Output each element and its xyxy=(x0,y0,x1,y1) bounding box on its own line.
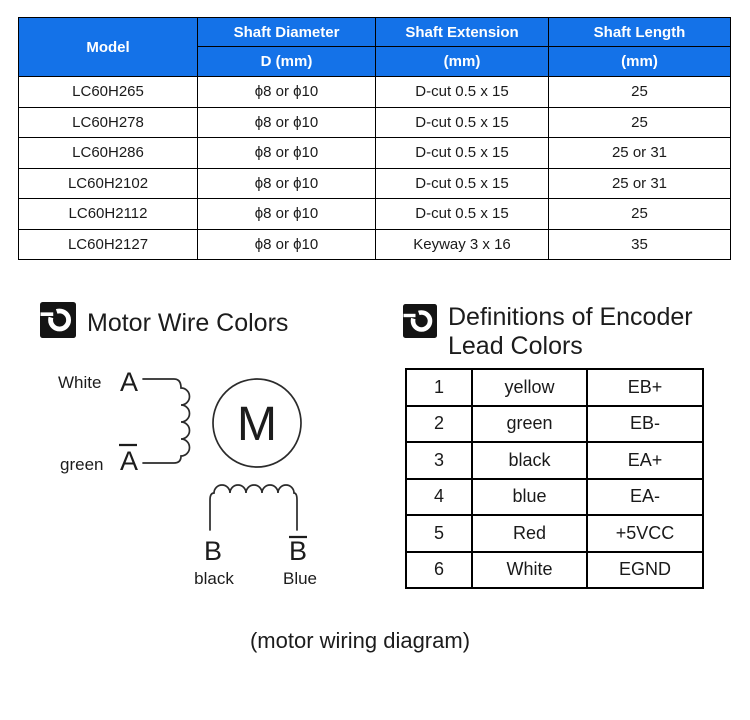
phase-a-bar-label: A xyxy=(120,446,139,476)
cell-color: yellow xyxy=(472,369,587,406)
cell-signal: EA- xyxy=(587,479,703,516)
cell-diameter: ϕ8 or ϕ10 xyxy=(198,168,376,199)
cell-signal: EB- xyxy=(587,406,703,443)
cell-model: LC60H265 xyxy=(19,77,198,108)
table-row xyxy=(19,229,731,260)
table-row xyxy=(406,442,703,479)
cell-extension: Keyway 3 x 16 xyxy=(376,229,549,260)
phase-b-coil xyxy=(210,485,297,530)
table-row xyxy=(406,369,703,406)
phase-b-bar-label: B xyxy=(288,536,308,566)
motor-label: M xyxy=(237,398,277,451)
cell-length: 25 or 31 xyxy=(549,138,731,169)
cell-color: green xyxy=(472,406,587,443)
cell-extension: D-cut 0.5 x 15 xyxy=(376,199,549,230)
header-model: Model xyxy=(19,18,198,77)
cell-color: blue xyxy=(472,479,587,516)
cell-color: White xyxy=(472,552,587,589)
table-row xyxy=(19,199,731,230)
cell-color: black xyxy=(472,442,587,479)
phase-b-label: B xyxy=(203,536,223,566)
cell-pin: 5 xyxy=(406,515,472,552)
table-row xyxy=(406,479,703,516)
table-row xyxy=(19,168,731,199)
header-shaft-diameter: Shaft Diameter xyxy=(198,18,376,47)
header-shaft-extension-unit: (mm) xyxy=(376,47,549,77)
header-shaft-diameter-unit: D (mm) xyxy=(198,47,376,77)
cell-pin: 2 xyxy=(406,406,472,443)
cell-pin: 6 xyxy=(406,552,472,589)
encoder-target-icon xyxy=(40,302,76,345)
section-title-line2: Lead Colors xyxy=(448,332,583,360)
cell-diameter: ϕ8 or ϕ10 xyxy=(198,229,376,260)
cell-length: 35 xyxy=(549,229,731,260)
cell-signal: EA+ xyxy=(587,442,703,479)
cell-pin: 4 xyxy=(406,479,472,516)
header-shaft-length-unit: (mm) xyxy=(549,47,731,77)
table-row xyxy=(19,107,731,138)
section-title-line1: Definitions of Encoder xyxy=(448,303,693,331)
section-title xyxy=(448,303,693,361)
cell-model: LC60H286 xyxy=(19,138,198,169)
cell-signal: EGND xyxy=(587,552,703,589)
cell-diameter: ϕ8 or ϕ10 xyxy=(198,77,376,108)
cell-length: 25 xyxy=(549,77,731,108)
cell-extension: D-cut 0.5 x 15 xyxy=(376,77,549,108)
cell-signal: EB+ xyxy=(587,369,703,406)
cell-length: 25 xyxy=(549,199,731,230)
cell-diameter: ϕ8 or ϕ10 xyxy=(198,199,376,230)
phase-a-label: A xyxy=(120,367,139,397)
table-row xyxy=(19,138,731,169)
cell-model: LC60H2127 xyxy=(19,229,198,260)
motor-wiring-diagram xyxy=(30,360,360,610)
diagram-caption: (motor wiring diagram) xyxy=(249,628,471,653)
table-row xyxy=(19,77,731,108)
cell-length: 25 xyxy=(549,107,731,138)
table-row xyxy=(406,552,703,589)
encoder-lead-table xyxy=(405,368,704,589)
cell-extension: D-cut 0.5 x 15 xyxy=(376,107,549,138)
shaft-spec-table xyxy=(18,17,731,260)
black-wire-label: black xyxy=(194,569,234,588)
cell-model: LC60H2112 xyxy=(19,199,198,230)
cell-pin: 1 xyxy=(406,369,472,406)
encoder-target-icon xyxy=(403,304,437,345)
cell-pin: 3 xyxy=(406,442,472,479)
cell-model: LC60H2102 xyxy=(19,168,198,199)
cell-diameter: ϕ8 or ϕ10 xyxy=(198,107,376,138)
white-wire-label: White xyxy=(58,373,102,392)
table-row xyxy=(406,515,703,552)
table-row xyxy=(406,406,703,443)
cell-color: Red xyxy=(472,515,587,552)
header-shaft-length: Shaft Length xyxy=(549,18,731,47)
section-title: Motor Wire Colors xyxy=(87,308,289,337)
cell-model: LC60H278 xyxy=(19,107,198,138)
header-shaft-extension: Shaft Extension xyxy=(376,18,549,47)
green-wire-label: green xyxy=(60,455,104,474)
cell-extension: D-cut 0.5 x 15 xyxy=(376,138,549,169)
cell-signal: +5VCC xyxy=(587,515,703,552)
cell-length: 25 or 31 xyxy=(549,168,731,199)
cell-extension: D-cut 0.5 x 15 xyxy=(376,168,549,199)
motor-wire-colors-heading xyxy=(40,301,288,345)
blue-wire-label: Blue xyxy=(282,569,318,588)
cell-diameter: ϕ8 or ϕ10 xyxy=(198,138,376,169)
phase-a-coil xyxy=(143,379,190,463)
encoder-lead-colors-heading xyxy=(403,303,693,361)
